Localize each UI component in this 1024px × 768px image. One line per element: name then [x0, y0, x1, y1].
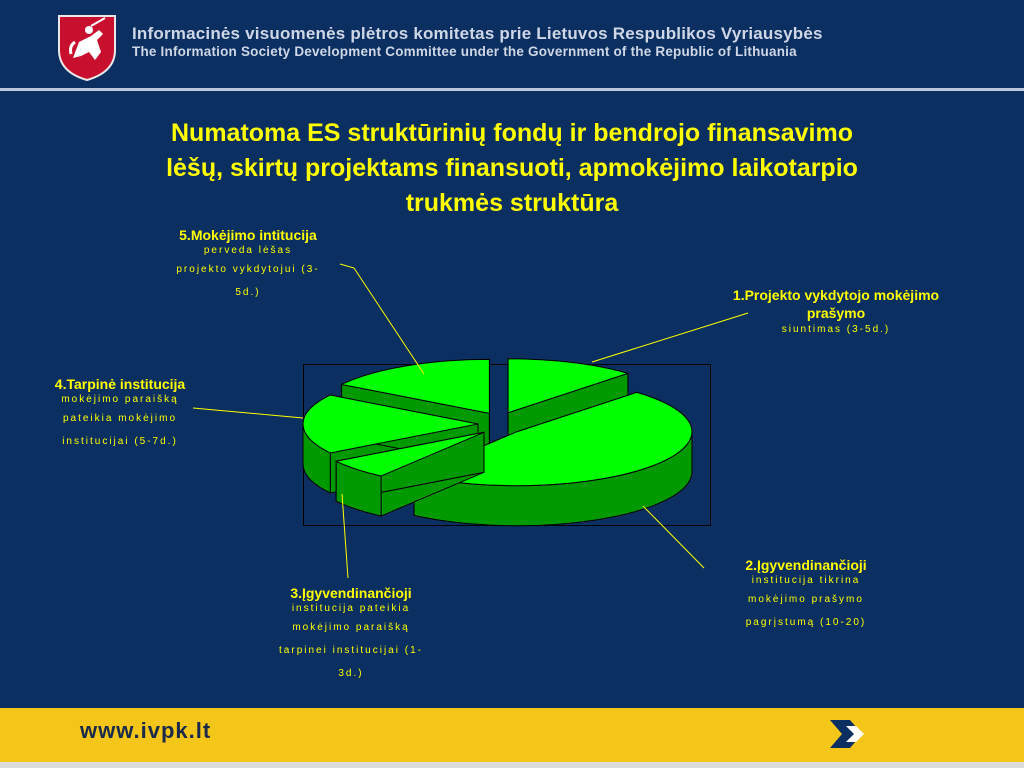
slice-label-4 — [20, 375, 220, 453]
slice-5-title: 5.Mokėjimo intitucija — [179, 227, 317, 243]
slice-5-detail-3: 5d.) — [235, 287, 261, 298]
coat-of-arms-icon — [55, 12, 119, 82]
slice-4-detail-1: mokėjimo paraišką — [61, 394, 179, 405]
slice-4-title: 4.Tarpinė institucija — [54, 376, 186, 392]
slice-3-detail-3: tarpinei institucijai (1- — [279, 645, 423, 656]
slice-2-title: 2.Įgyvendinančioji — [745, 557, 867, 573]
slice-1-title: 1.Projekto vykdytojo mokėjimo prašymo — [732, 287, 940, 321]
slice-4-detail-2: pateikia mokėjimo — [62, 413, 178, 424]
header-bar — [0, 0, 1024, 88]
title-line-3: trukmės struktūra — [405, 189, 619, 217]
slice-4-detail-3: institucijai (5-7d.) — [62, 436, 178, 447]
slice-2-detail-2: mokėjimo prašymo — [748, 594, 864, 605]
slice-3-detail-1: institucija pateikia — [291, 603, 411, 614]
title-line-2: lėšų, skirtų projektams finansuoti, apmokėjimo laikotarpio — [166, 154, 858, 182]
chart-frame — [303, 364, 711, 526]
slice-label-2 — [700, 556, 912, 634]
footer-top-edge — [0, 704, 1024, 708]
slice-2-detail-3: pagrįstumą (10-20) — [745, 617, 867, 628]
slice-label-5 — [140, 226, 356, 304]
slice-3-detail-4: 3d.) — [338, 668, 364, 679]
header-divider — [0, 88, 1024, 91]
arrow-logo-icon — [826, 712, 876, 756]
organization-name-en: The Information Society Development Committee under the Government of the Republic of Lithuania — [132, 44, 797, 59]
slice-1-detail-1: siuntimas (3-5d.) — [781, 324, 891, 335]
slice-label-1 — [718, 286, 954, 338]
slice-3-detail-2: mokėjimo paraišką — [292, 622, 410, 633]
slice-label-3 — [246, 584, 456, 685]
slice-5-detail-2: projekto vykdytojui (3- — [176, 264, 320, 275]
slide-title — [110, 116, 914, 221]
footer-bottom-line — [0, 762, 1024, 768]
organization-name-lt: Informacinės visuomenės plėtros komitetas prie Lietuvos Respublikos Vyriausybės — [132, 24, 823, 43]
slice-2-detail-1: institucija tikrina — [751, 575, 861, 586]
website-link[interactable]: www.ivpk.lt — [80, 718, 212, 743]
slice-3-title: 3.Įgyvendinančioji — [290, 585, 412, 601]
slice-5-detail-1: perveda lėšas — [203, 245, 293, 256]
title-line-1: Numatoma ES struktūrinių fondų ir bendrojo finansavimo — [171, 119, 853, 147]
